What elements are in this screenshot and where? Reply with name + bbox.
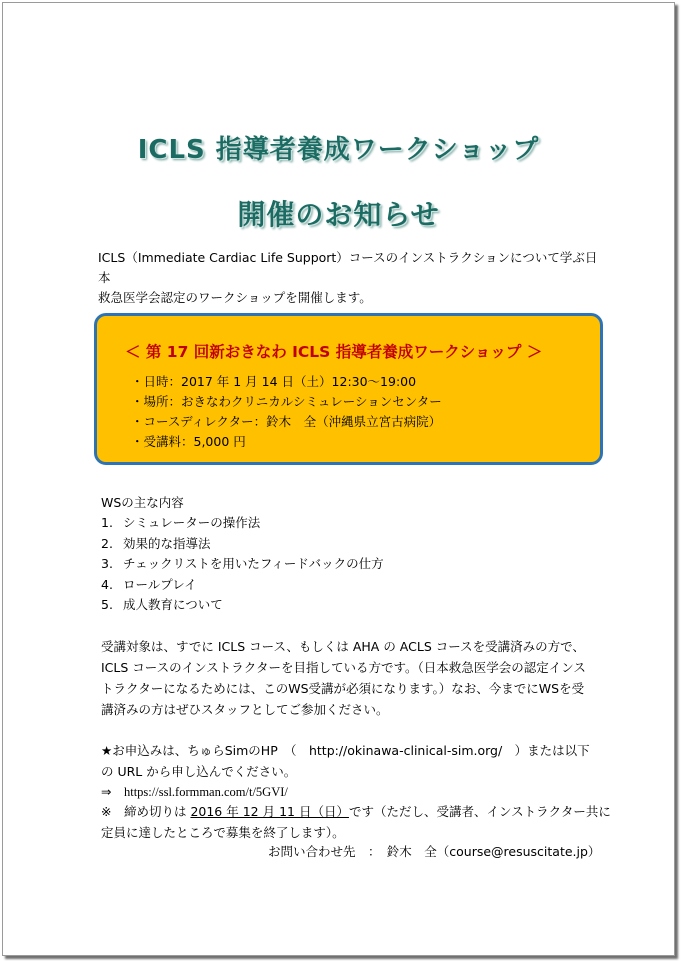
event-title: ＜ 第 17 回新おきなわ ICLS 指導者養成ワークショップ ＞ [125, 343, 543, 361]
list-item [101, 554, 384, 575]
list-text: 成人教育について [123, 597, 223, 612]
list-number: 2. [101, 535, 113, 551]
event-info-box [94, 313, 603, 465]
list-number: 1. [101, 515, 113, 530]
arrow-symbol: ⇒ [101, 784, 124, 799]
document-page [2, 2, 675, 956]
application-paragraph: ★お申込みは、ちゅらSimのHP （ http://okinawa-clinical-sim.org/ ）または以下 の URL から申し込んでください。 [101, 743, 590, 779]
application-url-link[interactable]: https://ssl.formman.com/t/5GVI/ [123, 785, 288, 799]
event-venue: ・場所：おきなわクリニカルシミュレーションセンター [131, 394, 442, 409]
document-title: ICLS 指導者養成ワークショップ [137, 135, 540, 165]
event-date: ・日時：2017 年 1 月 14 日（土）12:30～19:00 [131, 374, 417, 389]
event-details-list [131, 372, 442, 452]
list-item [101, 575, 384, 596]
ws-heading: WSの主な内容 [101, 495, 184, 510]
event-director: ・コースディレクター：鈴木 全（沖縄県立宮古病院） [131, 414, 442, 429]
list-number: 5. [101, 597, 113, 612]
list-text: 効果的な指導法 [123, 535, 211, 551]
deadline-prefix: ※ 締め切りは [101, 804, 191, 819]
contact-line: お問い合わせ先 ： 鈴木 全（course@resuscitate.jp） [268, 844, 601, 859]
list-item [101, 595, 384, 616]
ws-content-list [101, 513, 384, 616]
event-fee: ・受講料：5,000 円 [131, 434, 246, 449]
deadline-paragraph [101, 801, 621, 843]
list-text: チェックリストを用いたフィードバックの仕方 [123, 556, 384, 571]
list-item [101, 513, 384, 534]
deadline-suffix: です（ただし、受講者、インストラクター共に定員に達したところで募集を終了します）。 [101, 804, 611, 840]
deadline-date: 2016 年 12 月 11 日（日） [190, 804, 349, 819]
intro-paragraph: ICLS（Immediate Cardiac Life Support）コースのインストラクションについて学ぶ日本 救急医学会認定のワークショップを開催します。 [98, 250, 598, 305]
list-item [101, 534, 384, 555]
application-url-line [101, 782, 288, 802]
list-text: ロールプレイ [123, 576, 197, 592]
document-subtitle: 開催のお知らせ [237, 198, 440, 231]
list-number: 3. [101, 556, 113, 571]
list-text: シミュレーターの操作法 [123, 515, 261, 530]
target-audience-paragraph: 受講対象は、すでに ICLS コース、もしくは AHA の ACLS コースを受講済みの方で、 ICLS コースのインストラクターを目指している方です。（日本救急医学会の認定インス トラクターになるためには、このWS受講が必須になります。）なお、今までにWSを受 講済みの方はぜひスタッフとしてご参加ください。 [101, 639, 586, 717]
list-number: 4. [101, 576, 113, 592]
